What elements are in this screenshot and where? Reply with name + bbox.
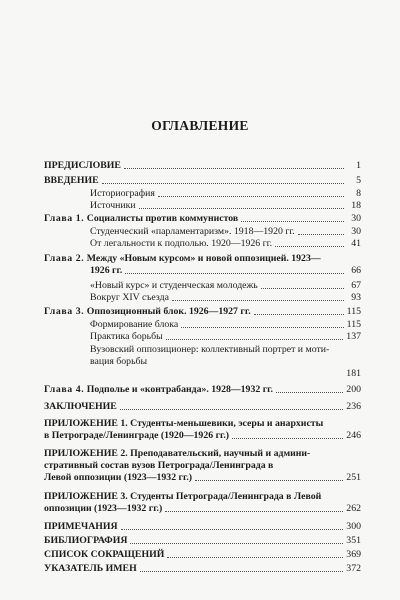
toc-entry-page: 115: [346, 306, 361, 317]
toc-entry-conclusion[interactable]: [44, 401, 361, 413]
toc-entry-page: 5: [356, 175, 361, 186]
toc-entry-page: 137: [346, 331, 361, 342]
toc-entry-new-course-students[interactable]: [90, 280, 361, 292]
page-title: ОГЛАВЛЕНИЕ: [151, 118, 249, 133]
toc-entry-label: Вокруг XIV съезда: [90, 292, 169, 303]
toc-entry-label: Источники: [90, 200, 136, 211]
toc-entry-label: Формирование блока: [90, 319, 179, 330]
toc-entry-label: «Новый курс» и студенческая молодежь: [90, 280, 258, 291]
toc-entry-page: 300: [346, 521, 361, 532]
toc-entry-page: 251: [346, 472, 361, 483]
toc-entry-bibliography[interactable]: [44, 535, 361, 547]
toc-entry-page: 369: [346, 549, 361, 560]
toc-entry-page: 30: [351, 213, 361, 224]
toc-entry-oppositionist-portrait[interactable]: [90, 344, 361, 380]
toc-entry-label: ЗАКЛЮЧЕНИЕ: [44, 401, 117, 412]
toc-entry-page: 30: [351, 226, 361, 237]
toc-entry-struggle-practice[interactable]: [90, 331, 361, 343]
toc-entry-label: Подполье и «контрабанда». 1928—1932 гг.: [86, 384, 273, 395]
toc-entry-page: 1: [356, 160, 361, 171]
toc-entry-historiography[interactable]: [90, 188, 361, 200]
toc-entry-name-index[interactable]: [44, 563, 361, 575]
toc-entry-prefix: Глава 1.: [44, 213, 85, 224]
toc-entry-label: Социалисты против коммунистов: [86, 213, 239, 224]
toc-entry-label-continued: оппозиции (1923—1932 гг.): [44, 503, 163, 514]
toc-entry-label: Студенты Петрограда/Ленинграда в Левой: [130, 491, 322, 502]
toc-entry-abbreviations[interactable]: [44, 549, 361, 561]
toc-entry-prefix: Глава 3.: [44, 306, 85, 317]
toc-entry-page: 8: [356, 188, 361, 199]
toc-entry-label: УКАЗАТЕЛЬ ИМЕН: [44, 563, 137, 574]
toc-entry-chapter-3[interactable]: [44, 306, 361, 318]
toc-entry-label: ПРЕДИСЛОВИЕ: [44, 160, 121, 171]
toc-entry-label: От легальности к подполью. 1920—1926 гг.: [90, 238, 273, 249]
toc-entry-label: Оппозиционный блок. 1926—1927 гг.: [86, 306, 251, 317]
toc-entry-legality-underground[interactable]: [90, 238, 361, 250]
toc-entry-label-continued: 1926 гг.: [90, 265, 123, 276]
toc-entry-label-continued: вация борьбы: [90, 356, 148, 367]
toc-entry-page: 246: [346, 430, 361, 441]
toc-entry-page: 66: [351, 265, 361, 276]
toc-entry-prefix: Глава 4.: [44, 384, 85, 395]
toc-entry-page: 67: [351, 280, 361, 291]
toc-entry-bloc-formation[interactable]: [90, 319, 361, 331]
toc-entry-label: Преподавательский, научный и админи-: [130, 448, 311, 459]
toc-entry-prefix: ПРИЛОЖЕНИЕ 3.: [44, 491, 128, 502]
toc-entry-label: Вузовский оппозиционер: коллективный портрет и моти-: [90, 344, 330, 355]
toc-entry-label: Между «Новым курсом» и новой оппозицией. 1923—: [86, 253, 321, 264]
toc-entry-preface[interactable]: [44, 160, 361, 172]
toc-entry-label: СПИСОК СОКРАЩЕНИЙ: [44, 549, 165, 560]
toc-entry-notes[interactable]: [44, 521, 361, 533]
toc-entry-appendix-1[interactable]: [44, 418, 361, 442]
toc-entry-label: Практика борьбы: [90, 331, 163, 342]
toc-entry-appendix-2[interactable]: [44, 448, 361, 484]
toc-entry-prefix: ПРИЛОЖЕНИЕ 1.: [44, 418, 128, 429]
toc-entry-prefix: ПРИЛОЖЕНИЕ 2.: [44, 448, 128, 459]
toc-entry-page: 236: [346, 401, 361, 412]
toc-entry-page: 372: [346, 563, 361, 574]
toc-entry-page: 351: [346, 535, 361, 546]
toc-entry-page: 93: [351, 292, 361, 303]
toc-entry-xiv-congress[interactable]: [90, 292, 361, 304]
toc-entry-label-continued: в Петрограде/Ленинграде (1920—1926 гг.): [44, 430, 230, 441]
toc-entry-page: 18: [351, 200, 361, 211]
toc-entry-label: ПРИМЕЧАНИЯ: [44, 521, 118, 532]
toc-entry-label: Студенческий «парламентаризм». 1918—1920 гг.: [90, 226, 295, 237]
toc-entry-page: 115: [346, 319, 361, 330]
toc-entry-page: 181: [346, 368, 361, 379]
toc-entry-label-continued: Левой оппозиции (1923—1932 гг.): [44, 472, 193, 483]
toc-entry-page: 262: [346, 503, 361, 514]
toc-entry-chapter-1[interactable]: [44, 213, 361, 225]
toc-entry-label: Студенты-меньшевики, эсеры и анархисты: [130, 418, 324, 429]
toc-entry-label: Историография: [90, 188, 155, 199]
toc-entry-label-continued: стративный состав вузов Петрограда/Ленинграда в: [44, 460, 274, 471]
toc-entry-introduction[interactable]: [44, 175, 361, 187]
toc-entry-page: 200: [346, 384, 361, 395]
toc-entry-label: ВВЕДЕНИЕ: [44, 175, 99, 186]
toc-entry-sources[interactable]: [90, 200, 361, 212]
toc-entry-chapter-2[interactable]: [44, 253, 361, 277]
toc-entry-appendix-3[interactable]: [44, 491, 361, 515]
toc-entry-page: 41: [351, 238, 361, 249]
toc-entry-label: БИБЛИОГРАФИЯ: [44, 535, 128, 546]
toc-entry-prefix: Глава 2.: [44, 253, 85, 264]
toc-entry-student-parliamentarism[interactable]: [90, 226, 361, 238]
toc-entry-chapter-4[interactable]: [44, 384, 361, 396]
